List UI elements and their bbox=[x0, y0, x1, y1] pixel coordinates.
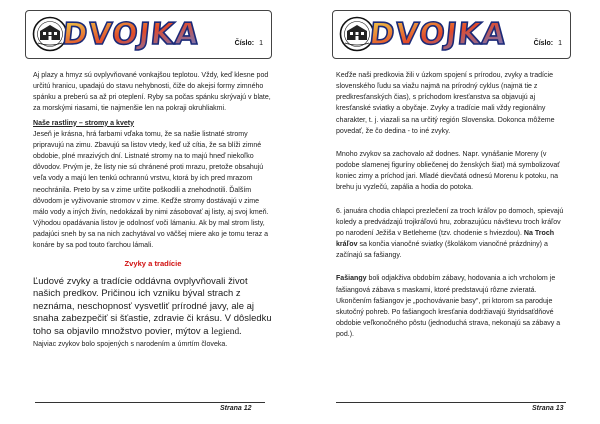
svg-text:DVOJKA: DVOJKA bbox=[367, 17, 509, 52]
section-heading: Zvyky a tradície bbox=[124, 258, 182, 268]
magazine-header bbox=[25, 10, 272, 59]
dvojka-logo bbox=[367, 14, 509, 52]
article-body bbox=[336, 70, 568, 340]
issue-number: Číslo: 1 bbox=[234, 40, 263, 47]
paragraph: Jeseň je krásna, hrá farbami vďaka tomu, že sa našie listnaté stromy pripravujú na zimu. Zbavujú sa listov vtedy, keď už cítia, že sa blíži zimné obdobie, plné mrazivých dní. Listnaté stromy na to majú hneď niekoľko dôvodov. Prvým je, že listy nie sú chránené proti mrazu, pretože obsahujú veľa vody a majú len tenkú ochrannú vrstvu, ktorá by ich pred mrazom neochránila. Preto by sa v zime určite poškodili a znehodnotili. Ďalším dôvodom je vyživovanie stromov v zime. Keďže stromy dostávajú v zime málo vody a iných živín, nedokázali by nimi zásobovať aj listy, aj svoj kmeň. Výhodou opadávania listov je odolnosť voči lámaniu. Ak by mal strom listy, padajúci sneh by sa na nich zachytával vo väčšej miere ako je tomu teraz a konáre by sa pod touto ťarchou lámali. bbox=[33, 130, 269, 250]
article-body bbox=[33, 70, 273, 350]
footer-rule bbox=[35, 402, 265, 403]
paragraph: Najviac zvykov bolo spojených s narodením a úmrtím človeka. bbox=[33, 340, 228, 348]
paragraph: Aj plazy a hmyz sú ovplyvňované vonkajšou teplotou. Vždy, keď klesne pod určitú hranicu, upadajú do stavu nehybnosti, čiže do akejsi formy zimného spánku a preberú sa až pri oteplení. Ryby sa počas spánku skrývajú v blate, za morskými riasami, tie najmenšie len na pokraji okruhliakmi. bbox=[33, 72, 271, 113]
page-number: Strana 12 bbox=[220, 405, 252, 412]
page-right bbox=[300, 0, 600, 424]
page-number: Strana 13 bbox=[532, 405, 564, 412]
footer-rule bbox=[336, 402, 566, 403]
magazine-header bbox=[332, 10, 571, 59]
issue-number: Číslo: 1 bbox=[533, 40, 562, 47]
svg-text:DVOJKA: DVOJKA bbox=[60, 17, 202, 52]
paragraph: Fašiangy boli odjakživa obdobím zábavy, hodovania a ich vrcholom je fašiangová zábava s maskami, ktoré predstavujú rôzne zvieratá. Ukončením fašiangov je „pochovávanie basy", pri ktorom sa paroduje skutočný pohreb. Po fašiangoch kresťania dodržiavajú štyridsaťdňové obdobie veľkonočného pôstu (jednoduchá strava, nekonajú sa zábavy a pod.). bbox=[336, 275, 561, 339]
dvojka-logo bbox=[60, 14, 202, 52]
paragraph: Keďže naši predkovia žili v úzkom spojení s prírodou, zvyky a tradície slovenského ľudu sa viažu najmä na prírodný cyklus (najmä tie z predkresťanských čias), s príchodom kresťanstva sa objavujú aj kresťanské sviatky a obyčaje. Zvyky a tradície mali vždy regionálny charakter, t. j. viazali sa na určitý región Slovenska. Dokonca môžeme povedať, že čo dedina - to iné zvyky. bbox=[336, 72, 555, 135]
paragraph-large: Ľudové zvyky a tradície oddávna ovplyvňovali život našich predkov. Pričinou ich vzniku býval strach z neznáma, neschopnosť vysvetliť prírodné javy, ale aj snaha zabezpečiť si šťastie, zdravie či krásu. V dôsledku toho sa objavilo množstvo povier, mýtov a legiend. bbox=[33, 274, 272, 338]
paragraph: 6. januára chodia chlapci prezlečení za troch kráľov po domoch, spievajú koledy a predvádzajú trojkráľovú hru, zobrazujúcu návštevu troch kráľov po narodení Ježiša v Betleheme (tzv. chodenie s hviezdou). Na Troch kráľov sa končia vianočné sviatky (školákom vianočné prázdniny) a začínajú sa fašiangy. bbox=[336, 207, 564, 260]
paragraph: Mnoho zvykov sa zachovalo až dodnes. Napr. vynášanie Moreny (v podobe slamenej figuríny obliečenej do ženských šiat) má symbolizovať koniec zimy a príchod jari. Mladé dievčatá odnesú Morenu k potoku, na brehu ju vyzlečú, zapália a hodia do potoka. bbox=[336, 150, 560, 192]
section-subheading: Naše rastliny – stromy a kvety bbox=[33, 119, 135, 127]
